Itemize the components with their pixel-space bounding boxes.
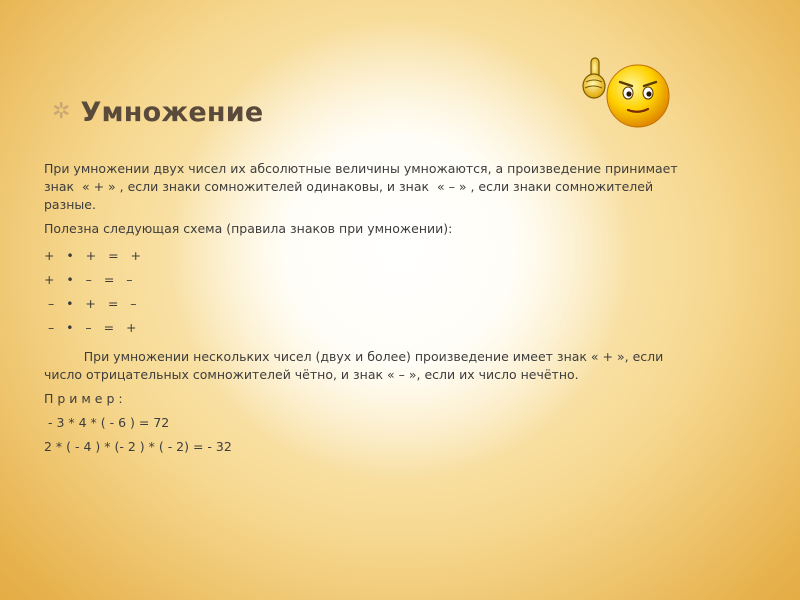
example-1: - 3 * 4 * ( - 6 ) = 72 bbox=[44, 415, 170, 430]
paragraph-2: Полезна следующая схема (правила знаков при умножении): bbox=[44, 221, 453, 236]
paragraph-3-line-1: При умножении нескольких чисел (двух и более) произведение имеет знак « + », если bbox=[44, 349, 664, 364]
example-2: 2 * ( - 4 ) * (- 2 ) * ( - 2) = - 32 bbox=[44, 439, 232, 454]
slide-body bbox=[44, 160, 744, 456]
smiley-thumbs-up-icon bbox=[578, 56, 678, 132]
paragraph-3-line-2: число отрицательных сомножителей чётно, и знак « – », если их число нечётно. bbox=[44, 367, 579, 382]
paragraph-1-line-3: разные. bbox=[44, 197, 96, 212]
title-bullet-icon: ✲ bbox=[52, 99, 71, 124]
sign-rule-2: + • – = – bbox=[44, 272, 133, 287]
slide-title: Умножение bbox=[80, 96, 264, 128]
sign-rule-4: – • – = + bbox=[44, 320, 137, 335]
example-heading: П р и м е р : bbox=[44, 391, 123, 406]
paragraph-1-line-2: знак « + » , если знаки сомножителей одинаковы, и знак « – » , если знаки сомножителей bbox=[44, 179, 654, 194]
title-row bbox=[52, 92, 263, 132]
sign-rule-1: + • + = + bbox=[44, 248, 141, 263]
paragraph-1-line-1: При умножении двух чисел их абсолютные величины умножаются, а произведение принимает bbox=[44, 161, 678, 176]
sign-rule-3: – • + = – bbox=[44, 296, 137, 311]
